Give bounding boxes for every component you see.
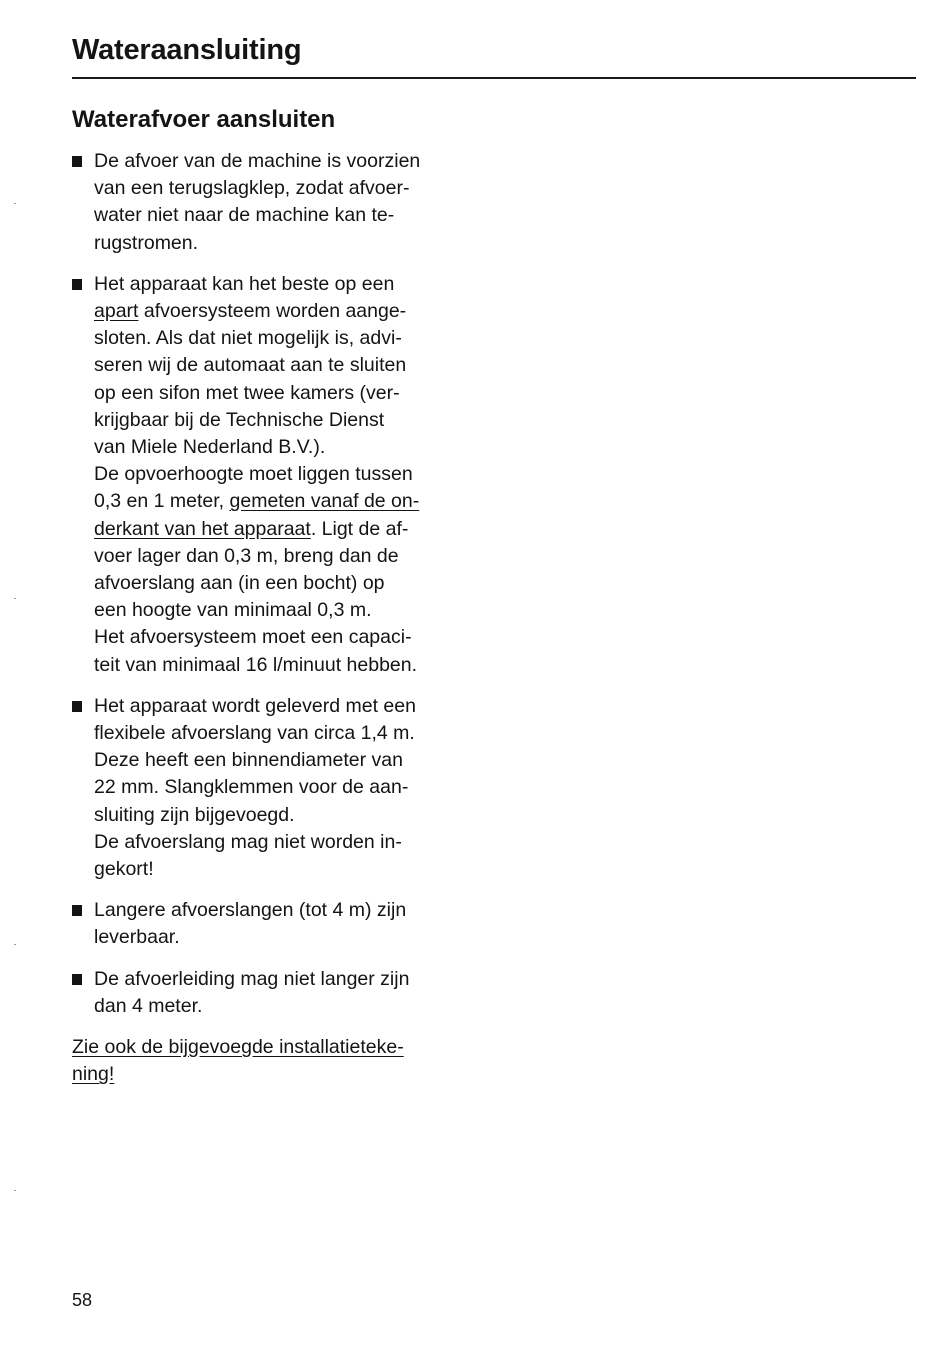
- title-divider: [72, 77, 916, 79]
- text-line: een hoogte van minimaal 0,3 m.: [94, 599, 372, 622]
- text-line: De afvoerleiding mag niet langer zijn: [94, 967, 410, 990]
- text-line: De opvoerhoogte moet liggen tussen: [94, 463, 413, 486]
- text-line: [94, 516, 492, 543]
- margin-mark: [14, 203, 16, 204]
- text-line: Het afvoersysteem moet een capaci-: [94, 626, 412, 649]
- list-item-drain-system: [72, 271, 492, 679]
- bullet-square-icon: [72, 156, 82, 167]
- installation-drawing-note: [72, 1034, 492, 1088]
- text-line: sloten. Als dat niet mogelijk is, advi-: [94, 327, 402, 350]
- bullet-list: [72, 148, 492, 1020]
- underlined-text: apart: [94, 300, 139, 323]
- text-segment: afvoersysteem worden aange-: [138, 300, 407, 323]
- text-line: [94, 298, 492, 325]
- underlined-text: derkant van het apparaat: [94, 517, 311, 540]
- margin-mark: [14, 1190, 16, 1191]
- bullet-square-icon: [72, 974, 82, 985]
- section-title: Waterafvoer aansluiten: [72, 106, 336, 133]
- text-segment: 0,3 en 1 meter,: [94, 490, 230, 513]
- text-line: krijgbaar bij de Technische Dienst: [94, 408, 385, 431]
- document-body: [72, 148, 492, 1089]
- underlined-text: Zie ook de bijgevoegde installatieteke-: [72, 1036, 404, 1059]
- bullet-square-icon: [72, 905, 82, 916]
- text-line: voer lager dan 0,3 m, breng dan de: [94, 544, 399, 567]
- text-line: De afvoer van de machine is voorzien: [94, 150, 421, 172]
- text-line: Langere afvoerslangen (tot 4 m) zijn: [94, 899, 407, 922]
- underlined-text: gemeten vanaf de on-: [229, 490, 420, 513]
- text-line: rugstromen.: [94, 231, 199, 254]
- page-title: Wateraansluiting: [72, 34, 302, 66]
- text-line: flexibele afvoerslang van circa 1,4 m.: [94, 722, 415, 745]
- list-item-drain-hose: [72, 693, 492, 883]
- underlined-text: ning!: [72, 1063, 115, 1086]
- text-line: sluiting zijn bijgevoegd.: [94, 803, 295, 826]
- margin-mark: [14, 944, 16, 945]
- text-line: leverbaar.: [94, 926, 180, 949]
- text-line: [94, 488, 492, 515]
- text-line: Deze heeft een binnendiameter van: [94, 749, 403, 772]
- text-line: op een sifon met twee kamers (ver-: [94, 381, 400, 404]
- text-line: 22 mm. Slangklemmen voor de aan-: [94, 776, 409, 799]
- text-line: afvoerslang aan (in een bocht) op: [94, 572, 385, 595]
- text-line: dan 4 meter.: [94, 994, 203, 1017]
- list-item-max-length: [72, 966, 492, 1020]
- page-number: 58: [72, 1290, 93, 1310]
- margin-mark: [14, 598, 16, 599]
- text-line: water niet naar de machine kan te-: [94, 204, 395, 227]
- text-segment: . Ligt de af-: [310, 517, 409, 540]
- text-line: seren wij de automaat aan te sluiten: [94, 354, 407, 377]
- text-line: Het apparaat kan het beste op een: [94, 272, 395, 295]
- text-line: van Miele Nederland B.V.).: [94, 436, 326, 459]
- list-item-longer-hoses: [72, 897, 492, 951]
- text-line: De afvoerslang mag niet worden in-: [94, 830, 402, 853]
- text-line: Het apparaat wordt geleverd met een: [94, 694, 416, 717]
- list-item-backflow-valve: [72, 148, 492, 257]
- bullet-square-icon: [72, 279, 82, 290]
- bullet-square-icon: [72, 701, 82, 712]
- text-line: gekort!: [94, 858, 154, 881]
- text-line: teit van minimaal 16 l/minuut hebben.: [94, 653, 418, 676]
- text-line: van een terugslagklep, zodat afvoer-: [94, 177, 410, 200]
